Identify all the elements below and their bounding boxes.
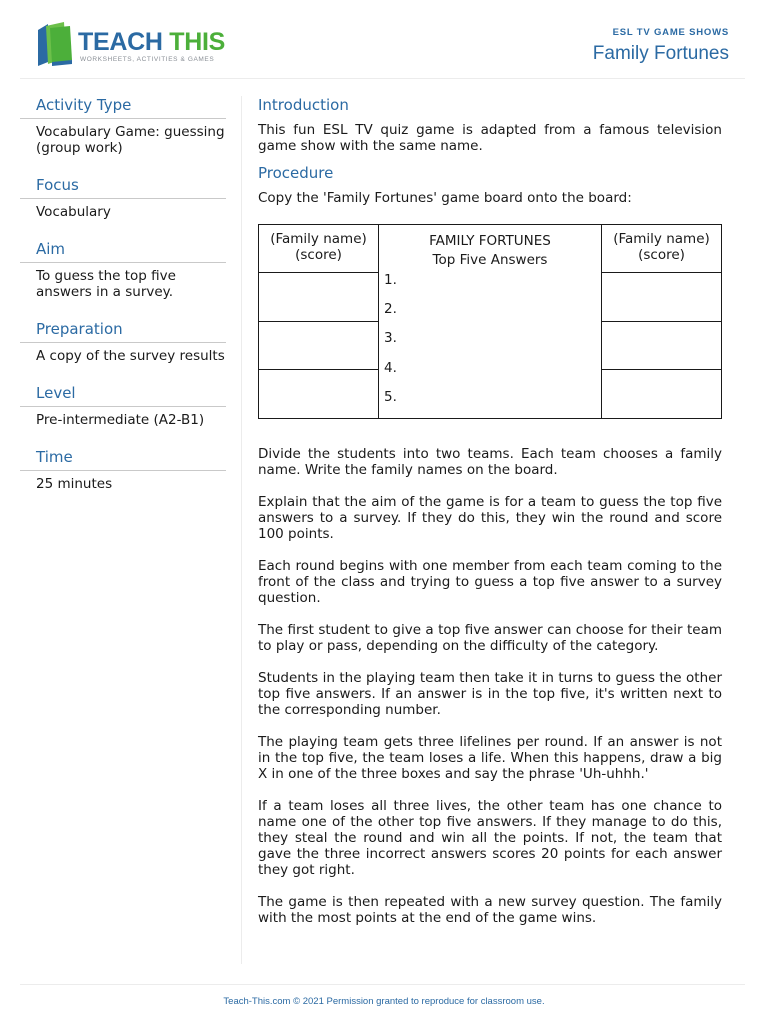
sidebar-heading: Preparation: [20, 320, 226, 343]
game-board-table: [258, 224, 722, 419]
sidebar-preparation: [20, 320, 226, 364]
right-lifeline-box: [602, 370, 722, 418]
logo-wordmark: [78, 28, 225, 57]
sidebar-value: Pre-intermediate (A2-B1): [36, 412, 205, 428]
procedure-lead: Copy the 'Family Fortunes' game board onto the board:: [258, 190, 632, 206]
right-family-name: (Family name): [613, 231, 710, 247]
procedure-step: Divide the students into two teams. Each team chooses a family name. Write the family names on the board.: [258, 445, 722, 478]
category-label: ESL TV GAME SHOWS: [612, 27, 729, 38]
header-title-block: [593, 27, 729, 65]
logo-word-this: THIS: [169, 28, 226, 56]
answer-slot: 5.: [384, 388, 397, 405]
sidebar-level: [20, 384, 226, 428]
sidebar: [20, 96, 226, 512]
answer-slot: 4.: [384, 359, 397, 376]
right-lifeline-box: [602, 321, 722, 369]
left-family-name: (Family name): [270, 231, 367, 247]
answer-slot: 3.: [384, 330, 397, 347]
answer-list: [379, 272, 601, 418]
right-team-header: [602, 225, 722, 273]
answer-slot: 1.: [384, 272, 397, 288]
procedure-step: Explain that the aim of the game is for a team to guess the top five answers to a survey. If they do this, they win the round and score 100 points.: [258, 493, 722, 542]
logo-word-teach: TEACH: [78, 28, 163, 56]
column-divider: [241, 96, 242, 964]
sidebar-activity-type: [20, 96, 226, 156]
sidebar-aim: [20, 240, 226, 300]
left-score: (score): [295, 247, 342, 263]
sidebar-heading: Level: [20, 384, 226, 407]
left-team-header: [259, 225, 379, 273]
page-header: [0, 0, 768, 78]
procedure-step: Each round begins with one member from each team coming to the front of the class and trying to guess a top five answer to a survey question.: [258, 557, 722, 606]
board-title: [379, 225, 601, 270]
left-lifeline-box: [259, 370, 379, 418]
right-score: (score): [638, 247, 685, 263]
introduction-text: This fun ESL TV quiz game is adapted from a famous television game show with the same name.: [258, 122, 722, 154]
page-title: Family Fortunes: [592, 43, 729, 64]
board-title-line1: FAMILY FORTUNES: [429, 233, 551, 249]
sidebar-heading: Activity Type: [20, 96, 226, 119]
left-lifeline-box: [259, 321, 379, 369]
left-lifeline-box: [259, 273, 379, 321]
sidebar-value: Vocabulary: [36, 204, 111, 220]
sidebar-value: Vocabulary Game: guessing (group work): [36, 124, 225, 156]
procedure-step: The playing team gets three lifelines per round. If an answer is not in the top five, the team loses a life. When this happens, draw a big X in one of the three boxes and say the phrase 'Uh-uhhh.': [258, 733, 722, 782]
footer-copyright[interactable]: Teach-This.com © 2021 Permission granted to reproduce for classroom use.: [223, 996, 545, 1007]
introduction-heading: Introduction: [258, 96, 349, 114]
procedure-step: The first student to give a top five answer can choose for their team to play or pass, depending on the difficulty of the category.: [258, 621, 722, 654]
board-title-line2: Top Five Answers: [432, 252, 548, 268]
sidebar-focus: [20, 176, 226, 220]
sidebar-heading: Aim: [20, 240, 226, 263]
teach-this-logo[interactable]: [36, 22, 236, 70]
procedure-step: Students in the playing team then take it in turns to guess the other top five answers. If an answer is in the top five, it's written next to the corresponding number.: [258, 669, 722, 718]
procedure-step: The game is then repeated with a new survey question. The family with the most points at the end of the game wins.: [258, 893, 722, 926]
procedure-heading: Procedure: [258, 164, 334, 182]
right-lifeline-box: [602, 273, 722, 321]
main-content: [258, 96, 722, 942]
answer-slot: 2.: [384, 301, 397, 318]
sidebar-heading: Time: [20, 448, 226, 471]
header-divider: [20, 78, 745, 79]
procedure-step: If a team loses all three lives, the other team has one chance to name one of the other top five answers. If they manage to do this, they steal the round and win all the points. If not, the team that gave the three incorrect answers scores 20 points for each answer they got right.: [258, 797, 722, 878]
sidebar-value: To guess the top five answers in a survey.: [36, 268, 176, 300]
sidebar-value: 25 minutes: [36, 476, 113, 492]
footer-divider: [20, 984, 745, 985]
sidebar-value: A copy of the survey results: [36, 348, 225, 364]
answers-column: [379, 225, 602, 419]
logo-tagline: WORKSHEETS, ACTIVITIES & GAMES: [80, 56, 215, 63]
sidebar-time: [20, 448, 226, 492]
sidebar-heading: Focus: [20, 176, 226, 199]
book-icon: [36, 22, 76, 68]
